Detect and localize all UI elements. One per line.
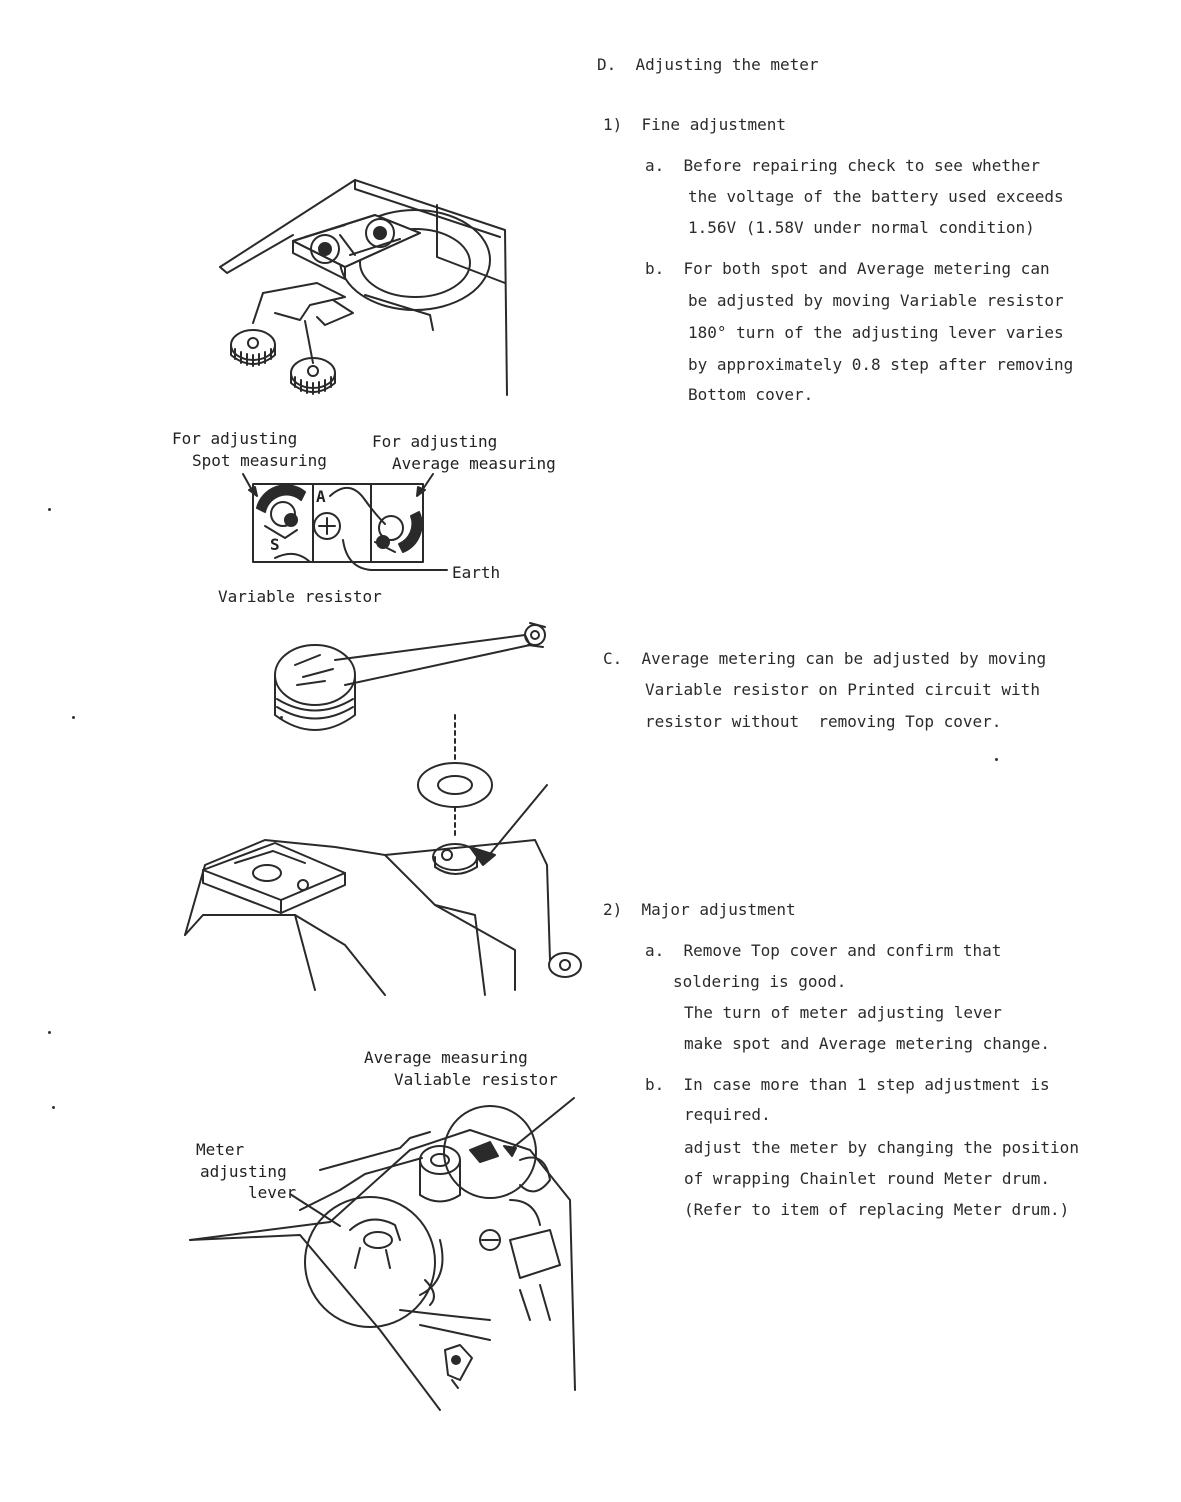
fine-adjustment-title: 1) Fine adjustment (603, 115, 787, 134)
label-average-measuring: Average measuring (364, 1048, 528, 1067)
fine-c-line-2: Variable resistor on Printed circuit with (645, 680, 1040, 699)
scan-dot (48, 1031, 51, 1034)
label-meter: Meter (196, 1140, 245, 1159)
fine-b-line-3: 180° turn of the adjusting lever varies (688, 323, 1064, 342)
label-adjusting: adjusting (200, 1162, 287, 1181)
major-adjustment-title: 2) Major adjustment (603, 900, 796, 919)
label-variable-resistor: Variable resistor (218, 587, 382, 606)
scan-dot (72, 716, 75, 719)
plate-letter-s: S (270, 535, 280, 554)
fine-b-line-1: b. For both spot and Average metering can (645, 259, 1050, 278)
scan-dot (52, 1106, 55, 1109)
section-heading: D. Adjusting the meter (597, 55, 819, 74)
bottom-cover-meter-figure (205, 175, 525, 405)
fine-a-line-1: a. Before repairing check to see whether (645, 156, 1040, 175)
scan-dot (48, 508, 51, 511)
major-b-line-1: b. In case more than 1 step adjustment is (645, 1075, 1050, 1094)
scan-dot (995, 758, 998, 761)
major-a-line-2: soldering is good. (673, 972, 847, 991)
fine-c-line-3: resistor without removing Top cover. (645, 712, 1002, 731)
plate-letter-a: A (316, 487, 326, 506)
label-spot-adjusting-2: Spot measuring (192, 451, 327, 470)
fine-b-line-2: be adjusted by moving Variable resistor (688, 291, 1064, 310)
major-b-line-5: (Refer to item of replacing Meter drum.) (684, 1200, 1070, 1219)
meter-drum-figure (190, 1090, 590, 1410)
major-b-line-3: adjust the meter by changing the position (684, 1138, 1079, 1157)
major-b-line-4: of wrapping Chainlet round Meter drum. (684, 1169, 1051, 1188)
fine-a-line-3: 1.56V (1.58V under normal condition) (688, 218, 1035, 237)
label-spot-adjusting-1: For adjusting (172, 429, 298, 448)
label-earth: Earth (452, 563, 501, 582)
label-lever: lever (248, 1183, 297, 1202)
fine-a-line-2: the voltage of the battery used exceeds (688, 187, 1064, 206)
major-a-line-4: make spot and Average metering change. (684, 1034, 1051, 1053)
major-b-line-2: required. (684, 1105, 771, 1124)
major-a-line-1: a. Remove Top cover and confirm that (645, 941, 1002, 960)
variable-resistor-plate-figure (235, 468, 455, 588)
fine-b-line-5: Bottom cover. (688, 385, 814, 404)
label-average-adjusting-2: Average measuring (392, 454, 556, 473)
fine-b-line-4: by approximately 0.8 step after removing (688, 355, 1074, 374)
major-a-line-3: The turn of meter adjusting lever (684, 1003, 1002, 1022)
label-valiable-resistor: Valiable resistor (394, 1070, 558, 1089)
top-cover-meter-figure (185, 615, 585, 995)
fine-c-line-1: C. Average metering can be adjusted by moving (603, 649, 1047, 668)
label-average-adjusting-1: For adjusting (372, 432, 498, 451)
